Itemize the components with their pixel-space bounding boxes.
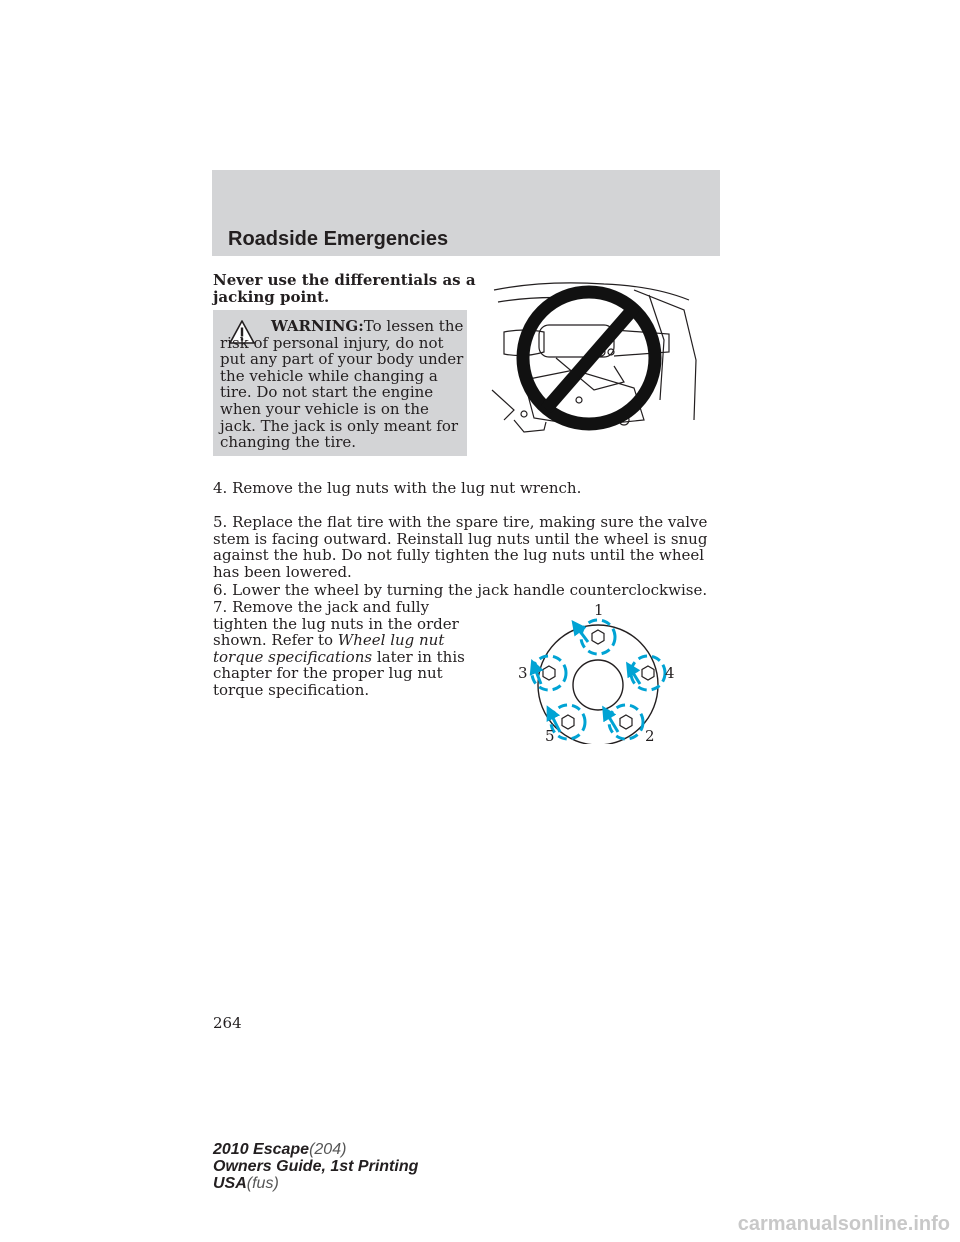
differential-warning-text: Never use the differentials as a jacking point. [213, 271, 476, 306]
lug-order-label-2: 2 [645, 727, 655, 744]
warning-body: To lessen the risk of personal injury, do not put any part of your body under the vehicle while changing a tire. Do not start the engine when your vehicle is on the jack. The jack is only meant for changing the tire. [220, 317, 464, 452]
watermark: carmanualsonline.info [737, 1213, 950, 1235]
lug-nut-2 [620, 715, 632, 729]
section-title: Roadside Emergencies [228, 228, 449, 250]
footer-region-code: (fus) [246, 1175, 279, 1192]
document-footer [213, 1141, 418, 1192]
warning-box [213, 310, 467, 456]
footer-model-code: (204) [309, 1141, 347, 1158]
lug-order-label-4: 4 [665, 664, 675, 682]
step-7-intro: 7. Remove the jack and fully tighten the lug nuts in the order shown. Refer to [213, 598, 459, 650]
lug-nut-3 [543, 666, 555, 680]
footer-guide: Owners Guide, 1st Printing [213, 1158, 419, 1175]
warning-paragraph [220, 318, 464, 451]
lug-nut-4 [642, 666, 654, 680]
wheel-hub [573, 660, 623, 710]
step-6: 6. Lower the wheel by turning the jack handle counterclockwise. [213, 581, 708, 599]
page-number: 264 [213, 1014, 242, 1032]
step-7 [213, 599, 473, 699]
footer-model: 2010 Escape [213, 1141, 310, 1158]
lug-order-label-3: 3 [518, 664, 528, 682]
step-7-outro: later in this chapter for the proper lug nut torque specification. [213, 647, 465, 699]
lug-nut-5 [562, 715, 574, 729]
warning-label: WARNING: [271, 317, 364, 335]
step-4: 4. Remove the lug nuts with the lug nut wrench. [213, 479, 582, 497]
torque-spec-reference: Wheel lug nut torque specifications [213, 631, 445, 666]
footer-region: USA [213, 1175, 247, 1192]
step-5: 5. Replace the flat tire with the spare tire, making sure the valve stem is facing outward. Reinstall lug nuts until the wheel is snug against the hub. Do not fully tighten the lug nuts until the wheel has been lowered. [213, 513, 708, 581]
lug-nut-tightening-order-diagram [510, 598, 680, 744]
no-differential-jacking-illustration [484, 270, 699, 440]
lug-nut-1 [592, 630, 604, 644]
lug-order-label-1: 1 [594, 601, 604, 619]
section-header-band [212, 170, 720, 256]
lug-order-label-5: 5 [545, 727, 555, 744]
